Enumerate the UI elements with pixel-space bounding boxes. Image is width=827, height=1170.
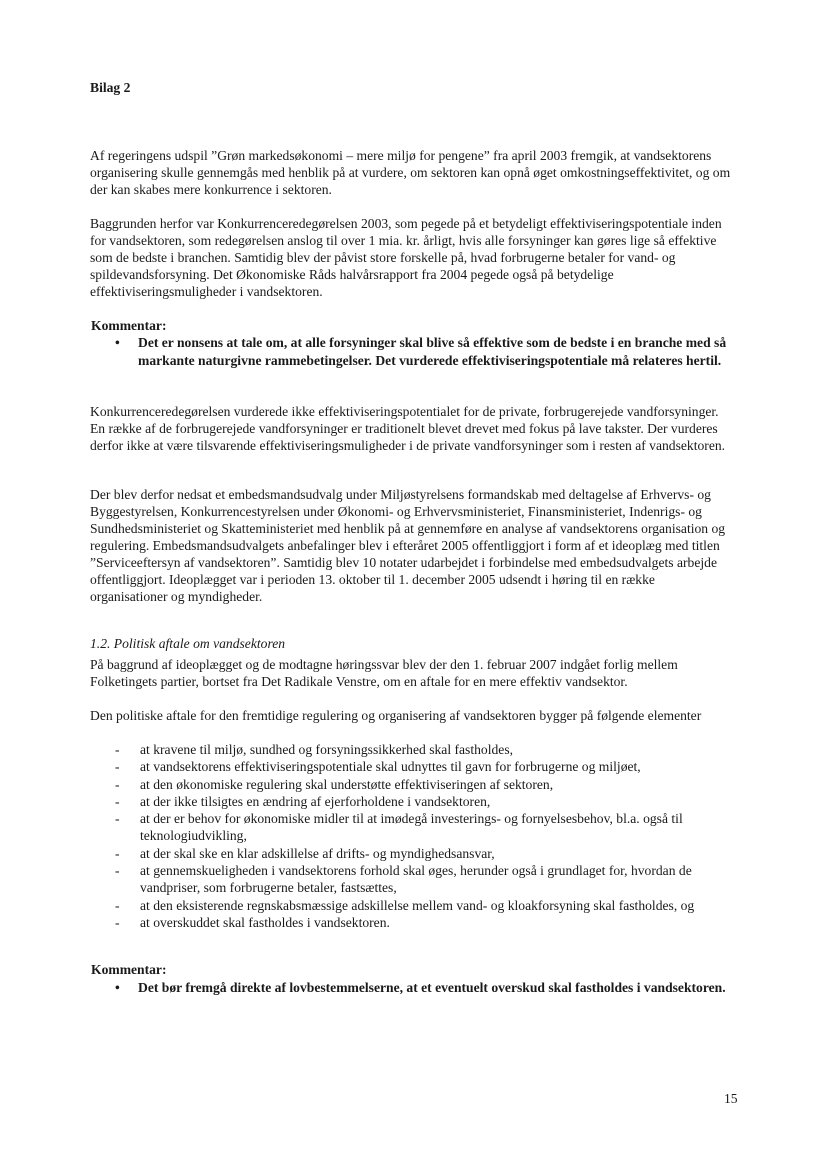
list-item: - at gennemskueligheden i vandsektorens forhold skal øges, herunder også i grundlaget for, hvordan de vandpriser, som forbrugerne betaler, fastsættes, [115, 863, 692, 896]
dash-icon: - [115, 845, 120, 861]
list-item: - at overskuddet skal fastholdes i vandsektoren. [115, 914, 390, 930]
dash-icon: - [115, 742, 120, 757]
list-item: - at den økonomiske regulering skal understøtte effektiviseringen af sektoren, [115, 776, 554, 792]
paragraph-background: Baggrunden herfor var Konkurrenceredegørelsen 2003, som pegede på et betydeligt effektiviseringspotentiale inden for vandsektoren, som redegørelsen anslog til over 1 mia. kr. årligt, hvis alle forsyninger kan gøres lige så effektive som de bedste i branchen. Samtidig blev der påvist store forskelle på, hvad forbrugerne betaler for vand- og spildevandsforsyning. Det Økonomiske Råds halvårsrapport fra 2004 pegede også på betydelige effektiviseringsmuligheder i vandsektoren. [90, 216, 722, 299]
comment-text-2: Det bør fremgå direkte af lovbestemmelserne, at et eventuelt overskud skal fastholdes i vandsektoren. [138, 980, 726, 995]
list-item: - at vandsektorens effektiviseringspotentiale skal udnyttes til gavn for forbrugerne og miljøet, [115, 759, 641, 775]
dash-icon: - [115, 897, 120, 913]
list-item: - at der skal ske en klar adskillelse af drifts- og myndighedsansvar, [115, 845, 495, 861]
comment-text-1: Det er nonsens at tale om, at alle forsyninger skal blive så effektive som de bedste i en branche med så markante naturgivne rammebetingelser. Det vurderede effektiviseringspotentiale må relateres hertil. [138, 335, 727, 368]
dash-icon: - [115, 914, 120, 930]
paragraph-private-supplies: Konkurrenceredegørelsen vurderede ikke effektiviseringspotentialet for de private, forbrugerejede vandforsyninger. En række af de forbrugerejede vandforsyninger er traditionelt blevet drevet med fokus på lave takster. Der vurderes derfor ikke at være tilsvarende effektiviseringsmuligheder i de private vandforsyninger som i resten af vandsektoren. [90, 404, 726, 453]
comment-bullet-2 [115, 979, 738, 997]
paragraph-committee: Der blev derfor nedsat et embedsmandsudvalg under Miljøstyrelsens formandskab med deltagelse af Erhvervs- og Byggestyrelsen, Konkurrencestyrelsen under Økonomi- og Erhvervsministeriet, Finansministeriet, Indenrigs- og Sundhedsministeriet og Skatteministeriet med henblik på at gennemføre en analyse af vandsektorens organisation og regulering. Embedsmandsudvalgets anbefalinger blev i efteråret 2005 offentliggjort i form af et ideoplæg med titlen ”Serviceeftersyn af vandsektoren”. Samtidig blev 10 notater udarbejdet i forbindelse med embedsudvalgets arbejde offentliggjort. Ideoplægget var i perioden 13. oktober til 1. december 2005 udsendt i høring til en række organisationer og myndigheder. [90, 487, 726, 604]
dash-icon: - [115, 863, 120, 879]
page-number: 15 [724, 1091, 738, 1106]
list-item: - at der er behov for økonomiske midler til at imødegå investerings- og fornyelsesbehov, bl.a. også til teknologiudvikling, [115, 811, 683, 844]
list-item: - at den eksisterende regnskabsmæssige adskillelse mellem vand- og kloakforsyning skal fastholdes, og [115, 897, 695, 913]
comment-bullet-1 [115, 334, 738, 369]
paragraph-intro: Af regeringens udspil ”Grøn markedsøkonomi – mere miljø for pengene” fra april 2003 fremgik, at vandsektorens organisering skulle gennemgås med henblik på at vurdere, om sektoren kan opnå øget omkostningseffektivitet, og om der kan skabes mere konkurrence i sektoren. [90, 148, 731, 197]
bullet-icon: • [115, 980, 120, 995]
bullet-icon: • [115, 335, 120, 350]
paragraph-elements-intro: Den politiske aftale for den fremtidige regulering og organisering af vandsektoren bygger på følgende elementer [90, 708, 702, 723]
appendix-heading: Bilag 2 [90, 80, 131, 95]
list-item: - at der ikke tilsigtes en ændring af ejerforholdene i vandsektoren, [115, 793, 491, 809]
elements-list [90, 741, 740, 931]
dash-icon: - [115, 793, 120, 809]
dash-icon: - [115, 811, 120, 827]
dash-icon: - [115, 759, 120, 775]
dash-icon: - [115, 776, 120, 792]
section-title: 1.2. Politisk aftale om vandsektoren [90, 636, 286, 651]
comment-label-1: Kommentar: [91, 318, 167, 333]
comment-label-2: Kommentar: [91, 962, 167, 977]
list-item: - at kravene til miljø, sundhed og forsyningssikkerhed skal fastholdes, [115, 742, 514, 757]
paragraph-agreement: På baggrund af ideoplægget og de modtagne høringssvar blev der den 1. februar 2007 indgået forlig mellem Folketingets partier, bortset fra Det Radikale Venstre, om en aftale for en mere effektiv vandsektor. [90, 657, 678, 689]
